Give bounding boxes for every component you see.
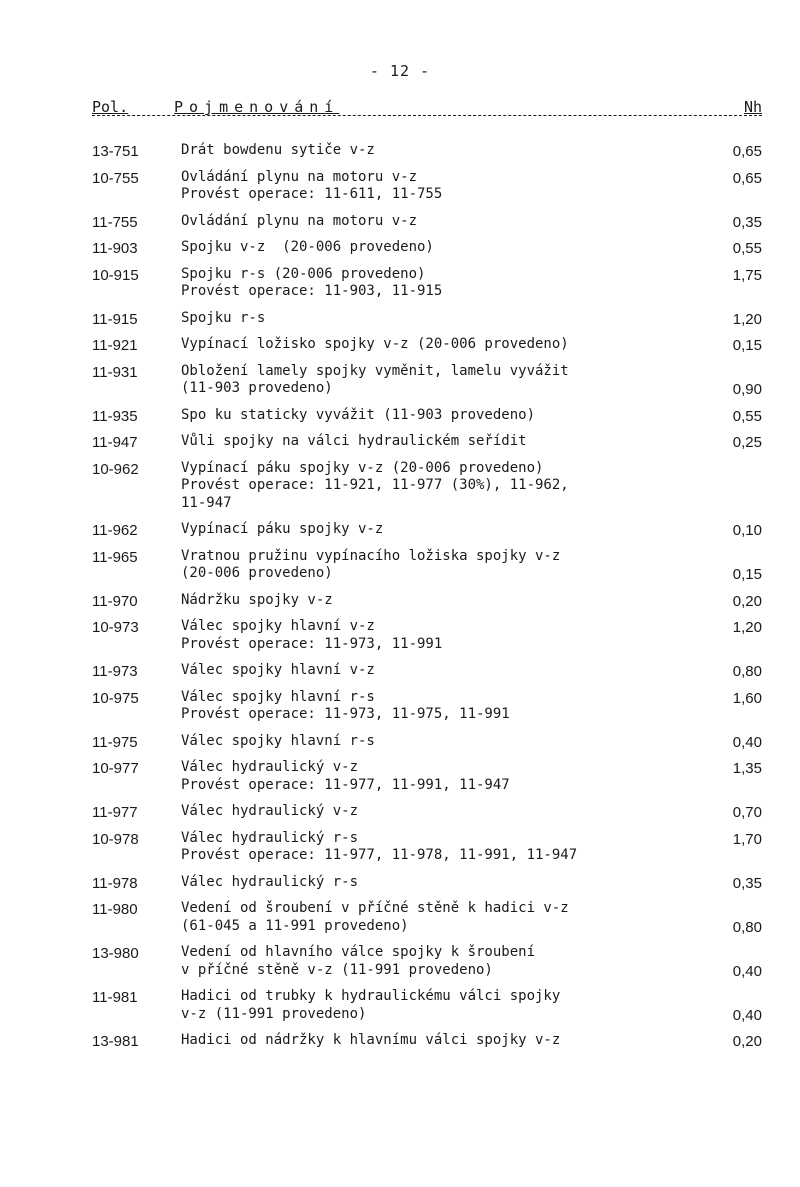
row-position-code: 11-947 [92,434,138,451]
table-row [0,548,800,592]
row-description [181,944,701,979]
header-position: Pol. [92,98,129,116]
row-position-code: 11-931 [92,363,138,381]
row-norm-hours: 0,55 [732,407,762,425]
row-position-code: 11-903 [92,240,138,257]
table-row [0,689,800,733]
row-description-line: Válec hydraulický r-s [181,829,359,846]
row-norm-hours: 0,80 [732,918,762,936]
row-description-line: Vedení od hlavního válce spojky k šroubení [181,944,536,960]
row-norm-hours: 0,40 [732,733,762,751]
row-description-line: Válec hydraulický v-z [181,759,359,775]
row-description [181,759,701,794]
row-position-code: 13-751 [92,143,139,160]
row-description-line: Spojku v-z (20-006 provedeno) [181,239,434,255]
row-description [181,460,701,513]
row-description-line: Válec spojky hlavní r-s [181,688,375,705]
row-description-line: Provést operace: 11-903, 11-915 [181,283,443,299]
operations-list [0,142,800,1059]
row-norm-hours: 1,75 [732,266,762,284]
table-row [0,521,800,548]
table-row [0,988,800,1032]
row-description [181,310,701,328]
row-description-line: Obložení lamely spojky vyměnit, lamelu vyvážit [181,362,569,379]
row-description [181,169,701,204]
row-description [181,336,701,354]
row-description-line: Vůli spojky na válci hydraulickém seřídit [181,433,527,449]
row-description-line: (61-045 a 11-991 provedeno) [181,917,409,934]
row-norm-hours: 0,40 [732,962,762,980]
table-row [0,433,800,460]
row-position-code: 11-935 [92,407,138,425]
row-position-code: 11-755 [92,213,138,231]
row-description [181,548,701,583]
row-norm-hours: 0,40 [732,1006,762,1024]
table-row [0,266,800,310]
table-row [0,944,800,988]
row-description-line: Spojku r-s (20-006 provedeno) [181,265,426,282]
row-position-code: 10-962 [92,460,139,478]
row-description [181,142,701,160]
row-description-line: Hadici od nádržky k hlavnímu válci spojky v-z [181,1032,561,1048]
row-description-line: Válec spojky hlavní v-z [181,662,375,678]
row-description-line: Vypínací páku spojky v-z [181,521,384,537]
row-position-code: 11-965 [92,548,138,566]
row-description-line: Válec hydraulický r-s [181,873,359,890]
row-description-line: Nádržku spojky v-z [181,591,333,608]
row-description-line: Provést operace: 11-977, 11-978, 11-991, 11-947 [181,847,578,863]
row-norm-hours: 0,80 [732,663,762,680]
row-description [181,213,701,231]
row-description-line: Vypínací páku spojky v-z (20-006 provedeno) [181,459,544,476]
row-description [181,733,701,751]
row-description-line: Spo ku staticky vyvážit (11-903 provedeno) [181,406,536,423]
row-norm-hours: 0,35 [732,213,762,231]
row-description-line: Drát bowdenu sytiče v-z [181,142,375,158]
row-position-code: 10-973 [92,619,139,636]
row-description-line: v příčné stěně v-z (11-991 provedeno) [181,961,493,978]
row-description-line: Spojku r-s [181,309,266,326]
header-rule [92,115,762,116]
table-row [0,407,800,434]
table-row [0,592,800,619]
row-norm-hours: 0,25 [732,434,762,451]
row-norm-hours: 0,10 [732,522,762,539]
row-position-code: 10-915 [92,266,139,284]
row-description [181,363,701,398]
row-norm-hours: 0,35 [732,874,762,892]
row-description-line: Ovládání plynu na motoru v-z [181,168,418,185]
row-position-code: 10-978 [92,830,139,848]
table-row [0,1032,800,1059]
table-row [0,874,800,901]
row-description-line: Provést operace: 11-921, 11-977 (30%), 11-962, [181,477,569,493]
row-description [181,1032,701,1050]
row-norm-hours: 0,65 [732,169,762,187]
row-description [181,407,701,425]
row-position-code: 11-980 [92,901,138,918]
row-description-line: Vedení od šroubení v příčné stěně k hadici v-z [181,900,569,916]
row-norm-hours: 0,20 [732,592,762,610]
row-norm-hours: 0,65 [732,143,762,160]
row-description-line: 11-947 [181,494,232,511]
row-description [181,874,701,892]
row-description [181,830,701,865]
row-norm-hours: 0,70 [732,804,762,821]
header-norm-hours: Nh [743,98,762,116]
row-norm-hours: 0,20 [732,1033,762,1050]
row-description-line: Provést operace: 11-973, 11-975, 11-991 [181,706,510,722]
row-description-line: v-z (11-991 provedeno) [181,1005,367,1022]
row-description-line: Provést operace: 11-977, 11-991, 11-947 [181,776,510,793]
row-position-code: 13-980 [92,945,139,962]
row-description [181,618,701,653]
table-row [0,662,800,689]
table-row [0,239,800,266]
row-description [181,239,701,257]
table-row [0,759,800,803]
row-norm-hours: 1,20 [732,310,762,328]
row-description [181,900,701,935]
row-position-code: 11-915 [92,310,138,328]
header-name: Pojmenování [174,98,340,116]
table-row [0,900,800,944]
row-description [181,521,701,539]
page-number: - 12 - [369,62,431,80]
table-row [0,213,800,240]
row-position-code: 11-962 [92,522,138,539]
row-norm-hours: 1,70 [732,830,762,848]
row-description-line: Vypínací ložisko spojky v-z (20-006 provedeno) [181,336,569,352]
row-description [181,592,701,610]
row-description-line: (11-903 provedeno) [181,380,333,396]
row-norm-hours: 0,15 [732,566,762,583]
row-position-code: 10-977 [92,760,139,777]
row-description [181,266,701,301]
row-description [181,803,701,821]
row-description-line: Válec hydraulický v-z [181,803,359,819]
row-position-code: 11-970 [92,592,138,610]
row-norm-hours: 0,55 [732,240,762,257]
table-row [0,618,800,662]
row-position-code: 10-975 [92,689,139,707]
row-description-line: (20-006 provedeno) [181,565,333,581]
row-position-code: 11-973 [92,663,138,680]
row-description-line: Válec spojky hlavní v-z [181,618,375,634]
row-norm-hours: 1,20 [732,619,762,636]
row-description [181,433,701,451]
row-norm-hours: 0,90 [732,381,762,398]
row-position-code: 11-921 [92,337,138,354]
row-norm-hours: 0,15 [732,337,762,354]
table-row [0,142,800,169]
table-row [0,363,800,407]
table-row [0,830,800,874]
row-description [181,988,701,1023]
row-description-line: Provést operace: 11-611, 11-755 [181,186,443,202]
table-row [0,336,800,363]
row-position-code: 11-981 [92,989,138,1006]
row-norm-hours: 1,60 [732,689,762,707]
row-description-line: Vratnou pružinu vypínacího ložiska spojky v-z [181,547,561,564]
row-description-line: Ovládání plynu na motoru v-z [181,212,418,229]
table-header [92,98,762,120]
row-position-code: 10-755 [92,169,139,187]
table-row [0,310,800,337]
table-row [0,169,800,213]
row-position-code: 11-977 [92,804,138,821]
row-description [181,662,701,680]
row-description-line: Provést operace: 11-973, 11-991 [181,635,443,652]
row-position-code: 13-981 [92,1033,139,1050]
row-description-line: Hadici od trubky k hydraulickému válci spojky [181,988,561,1004]
row-position-code: 11-978 [92,874,138,892]
table-row [0,803,800,830]
table-row [0,733,800,760]
row-position-code: 11-975 [92,733,138,751]
row-description [181,689,701,724]
row-description-line: Válec spojky hlavní r-s [181,732,375,749]
table-row [0,460,800,522]
row-norm-hours: 1,35 [732,760,762,777]
